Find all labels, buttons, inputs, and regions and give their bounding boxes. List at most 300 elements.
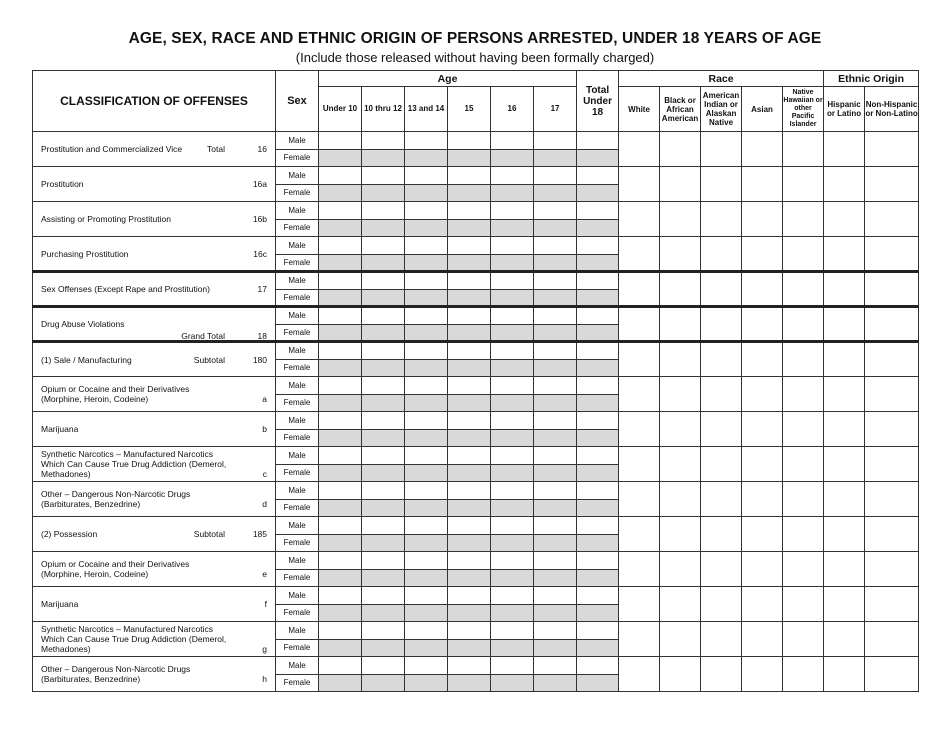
offense-code: 180 <box>252 354 267 365</box>
race-ethnic-cell[interactable] <box>824 412 865 447</box>
race-ethnic-cell[interactable] <box>865 447 919 482</box>
count-cell[interactable] <box>405 377 448 395</box>
shaded-cell <box>362 359 405 377</box>
race-ethnic-cell[interactable] <box>619 517 660 552</box>
race-ethnic-cell[interactable] <box>619 307 660 342</box>
count-cell[interactable] <box>319 307 362 325</box>
race-ethnic-cell[interactable] <box>660 517 701 552</box>
age-16-header: 16 <box>491 87 534 132</box>
count-cell[interactable] <box>362 447 405 465</box>
offense-name: Marijuana <box>41 599 79 609</box>
count-cell[interactable] <box>534 412 577 430</box>
count-cell[interactable] <box>319 202 362 220</box>
race-ethnic-cell[interactable] <box>660 447 701 482</box>
count-cell[interactable] <box>362 622 405 640</box>
count-cell[interactable] <box>448 272 491 290</box>
offense-label <box>33 237 276 272</box>
race-ethnic-cell[interactable] <box>619 622 660 657</box>
female-label: Female <box>276 254 319 272</box>
female-label: Female <box>276 289 319 307</box>
race-ethnic-cell[interactable] <box>701 447 742 482</box>
count-cell[interactable] <box>534 307 577 325</box>
count-cell[interactable] <box>534 482 577 500</box>
race-ethnic-cell[interactable] <box>742 342 783 377</box>
race-ethnic-cell[interactable] <box>742 447 783 482</box>
count-cell[interactable] <box>534 132 577 150</box>
shaded-cell <box>405 464 448 482</box>
count-cell[interactable] <box>491 517 534 535</box>
count-cell[interactable] <box>534 202 577 220</box>
shaded-cell <box>491 569 534 587</box>
race-ethnic-cell[interactable] <box>619 342 660 377</box>
male-label: Male <box>276 272 319 290</box>
race-ethnic-cell[interactable] <box>783 412 824 447</box>
count-cell[interactable] <box>534 377 577 395</box>
race-ethnic-cell[interactable] <box>619 202 660 237</box>
offense-code: 16a <box>252 179 267 189</box>
count-cell[interactable] <box>362 237 405 255</box>
race-ethnic-cell[interactable] <box>865 132 919 167</box>
offense-label <box>33 272 276 307</box>
offense-code: b <box>262 424 267 434</box>
race-ethnic-cell[interactable] <box>701 587 742 622</box>
count-cell[interactable] <box>534 552 577 570</box>
offense-code: 16b <box>252 214 267 224</box>
race-ethnic-cell[interactable] <box>742 377 783 412</box>
race-ethnic-cell[interactable] <box>701 202 742 237</box>
race-ethnic-cell[interactable] <box>783 272 824 307</box>
race-ethnic-cell[interactable] <box>619 237 660 272</box>
count-cell[interactable] <box>405 587 448 605</box>
table-row <box>33 237 919 255</box>
shaded-cell <box>491 359 534 377</box>
race-ethnic-cell[interactable] <box>783 517 824 552</box>
count-cell[interactable] <box>405 552 448 570</box>
count-cell[interactable] <box>577 202 619 220</box>
count-cell[interactable] <box>319 657 362 675</box>
shaded-cell <box>319 569 362 587</box>
count-cell[interactable] <box>448 587 491 605</box>
count-cell[interactable] <box>319 377 362 395</box>
race-ethnic-cell[interactable] <box>865 377 919 412</box>
race-ethnic-cell[interactable] <box>742 272 783 307</box>
race-ethnic-cell[interactable] <box>701 482 742 517</box>
count-cell[interactable] <box>491 587 534 605</box>
shaded-cell <box>319 604 362 622</box>
count-cell[interactable] <box>405 517 448 535</box>
offense-name: Opium or Cocaine and their Derivatives (Morphine, Heroin, Codeine) <box>41 384 190 404</box>
count-cell[interactable] <box>577 517 619 535</box>
count-cell[interactable] <box>534 342 577 360</box>
race-ethnic-cell[interactable] <box>619 587 660 622</box>
race-ethnic-cell[interactable] <box>865 587 919 622</box>
race-ethnic-cell[interactable] <box>619 132 660 167</box>
count-cell[interactable] <box>534 167 577 185</box>
race-ethnic-cell[interactable] <box>824 132 865 167</box>
shaded-cell <box>577 639 619 657</box>
race-ethnic-cell[interactable] <box>660 202 701 237</box>
race-ethnic-cell[interactable] <box>619 377 660 412</box>
race-ethnic-cell[interactable] <box>742 307 783 342</box>
count-cell[interactable] <box>448 377 491 395</box>
race-ethnic-cell[interactable] <box>783 622 824 657</box>
count-cell[interactable] <box>362 552 405 570</box>
race-ethnic-cell[interactable] <box>619 447 660 482</box>
count-cell[interactable] <box>405 202 448 220</box>
race-ethnic-cell[interactable] <box>742 202 783 237</box>
count-cell[interactable] <box>362 657 405 675</box>
offense-code: 18 <box>257 331 267 341</box>
count-cell[interactable] <box>491 447 534 465</box>
count-cell[interactable] <box>577 447 619 465</box>
race-ethnic-cell[interactable] <box>742 657 783 692</box>
count-cell[interactable] <box>405 132 448 150</box>
race-ethnic-cell[interactable] <box>824 237 865 272</box>
count-cell[interactable] <box>319 167 362 185</box>
race-ethnic-cell[interactable] <box>619 272 660 307</box>
race-ethnic-cell[interactable] <box>701 412 742 447</box>
count-cell[interactable] <box>577 657 619 675</box>
count-cell[interactable] <box>448 412 491 430</box>
count-cell[interactable] <box>491 202 534 220</box>
sex-header: Sex <box>276 71 319 132</box>
race-ethnic-cell[interactable] <box>660 342 701 377</box>
race-ethnic-cell[interactable] <box>865 237 919 272</box>
race-ethnic-cell[interactable] <box>701 167 742 202</box>
race-ethnic-cell[interactable] <box>783 237 824 272</box>
count-cell[interactable] <box>448 657 491 675</box>
race-ethnic-cell[interactable] <box>701 622 742 657</box>
offense-label <box>33 132 276 167</box>
race-ethnic-cell[interactable] <box>865 517 919 552</box>
shaded-cell <box>362 184 405 202</box>
race-ethnic-cell[interactable] <box>742 482 783 517</box>
shaded-cell <box>319 149 362 167</box>
count-cell[interactable] <box>319 237 362 255</box>
race-ethnic-cell[interactable] <box>701 342 742 377</box>
race-ethnic-cell[interactable] <box>742 622 783 657</box>
race-ethnic-cell[interactable] <box>660 307 701 342</box>
ethnic-non-hispanic-header: Non-Hispanic or Non-Latino <box>865 87 919 132</box>
table-row <box>33 482 919 500</box>
race-ethnic-cell[interactable] <box>865 552 919 587</box>
race-ethnic-cell[interactable] <box>742 132 783 167</box>
shaded-cell <box>362 464 405 482</box>
race-ethnic-cell[interactable] <box>701 517 742 552</box>
count-cell[interactable] <box>448 517 491 535</box>
shaded-cell <box>405 324 448 342</box>
race-ethnic-cell[interactable] <box>865 167 919 202</box>
shaded-cell <box>534 569 577 587</box>
race-ethnic-cell[interactable] <box>701 657 742 692</box>
table-row <box>33 622 919 640</box>
count-cell[interactable] <box>362 132 405 150</box>
race-ethnic-cell[interactable] <box>619 412 660 447</box>
race-ethnic-cell[interactable] <box>824 657 865 692</box>
race-ethnic-cell[interactable] <box>824 622 865 657</box>
race-ethnic-cell[interactable] <box>865 412 919 447</box>
count-cell[interactable] <box>362 167 405 185</box>
race-ethnic-cell[interactable] <box>701 552 742 587</box>
shaded-cell <box>319 674 362 692</box>
race-ethnic-cell[interactable] <box>660 272 701 307</box>
race-ethnic-cell[interactable] <box>824 552 865 587</box>
count-cell[interactable] <box>534 517 577 535</box>
count-cell[interactable] <box>534 272 577 290</box>
female-label: Female <box>276 149 319 167</box>
count-cell[interactable] <box>577 622 619 640</box>
male-label: Male <box>276 307 319 325</box>
count-cell[interactable] <box>448 622 491 640</box>
count-cell[interactable] <box>491 482 534 500</box>
count-cell[interactable] <box>405 272 448 290</box>
count-cell[interactable] <box>448 342 491 360</box>
offense-name: (1) Sale / Manufacturing <box>41 354 132 365</box>
female-label: Female <box>276 359 319 377</box>
race-ethnic-cell[interactable] <box>660 587 701 622</box>
race-ethnic-cell[interactable] <box>660 412 701 447</box>
offense-name: Synthetic Narcotics – Manufactured Narcotics Which Can Cause True Drug Addiction (Demerol, Methadones) <box>41 624 227 654</box>
shaded-cell <box>448 149 491 167</box>
race-ethnic-cell[interactable] <box>742 552 783 587</box>
count-cell[interactable] <box>491 237 534 255</box>
race-ethnic-cell[interactable] <box>660 132 701 167</box>
offense-code: g <box>262 644 267 654</box>
count-cell[interactable] <box>319 552 362 570</box>
count-cell[interactable] <box>577 587 619 605</box>
offense-name: Marijuana <box>41 424 79 434</box>
count-cell[interactable] <box>448 307 491 325</box>
count-cell[interactable] <box>405 482 448 500</box>
race-ethnic-cell[interactable] <box>619 482 660 517</box>
count-cell[interactable] <box>491 377 534 395</box>
race-ethnic-cell[interactable] <box>783 552 824 587</box>
count-cell[interactable] <box>405 412 448 430</box>
count-cell[interactable] <box>448 552 491 570</box>
count-cell[interactable] <box>405 342 448 360</box>
count-cell[interactable] <box>577 167 619 185</box>
race-ethnic-cell[interactable] <box>742 517 783 552</box>
shaded-cell <box>362 149 405 167</box>
race-ethnic-cell[interactable] <box>824 517 865 552</box>
race-ethnic-cell[interactable] <box>783 447 824 482</box>
count-cell[interactable] <box>319 517 362 535</box>
race-ethnic-cell[interactable] <box>865 657 919 692</box>
shaded-cell <box>319 429 362 447</box>
race-ethnic-cell[interactable] <box>701 132 742 167</box>
race-ethnic-cell[interactable] <box>701 272 742 307</box>
count-cell[interactable] <box>491 342 534 360</box>
race-ethnic-cell[interactable] <box>865 482 919 517</box>
count-cell[interactable] <box>362 342 405 360</box>
count-cell[interactable] <box>491 657 534 675</box>
count-cell[interactable] <box>534 447 577 465</box>
race-ethnic-cell[interactable] <box>783 307 824 342</box>
shaded-cell <box>448 359 491 377</box>
count-cell[interactable] <box>362 587 405 605</box>
race-asian-header: Asian <box>742 87 783 132</box>
ethnic-group-header: Ethnic Origin <box>824 71 919 87</box>
count-cell[interactable] <box>534 622 577 640</box>
age-13-14-header: 13 and 14 <box>405 87 448 132</box>
count-cell[interactable] <box>577 552 619 570</box>
count-cell[interactable] <box>577 412 619 430</box>
count-cell[interactable] <box>405 657 448 675</box>
race-group-header: Race <box>619 71 824 87</box>
count-cell[interactable] <box>491 552 534 570</box>
male-label: Male <box>276 167 319 185</box>
race-ethnic-cell[interactable] <box>660 237 701 272</box>
count-cell[interactable] <box>577 342 619 360</box>
race-ethnic-cell[interactable] <box>660 377 701 412</box>
shaded-cell <box>448 254 491 272</box>
race-ethnic-cell[interactable] <box>783 482 824 517</box>
count-cell[interactable] <box>319 272 362 290</box>
count-cell[interactable] <box>577 482 619 500</box>
race-ethnic-cell[interactable] <box>865 272 919 307</box>
count-cell[interactable] <box>491 412 534 430</box>
shaded-cell <box>577 324 619 342</box>
shaded-cell <box>362 324 405 342</box>
offense-code: c <box>262 469 267 479</box>
male-label: Male <box>276 657 319 675</box>
shaded-cell <box>491 604 534 622</box>
count-cell[interactable] <box>448 202 491 220</box>
race-black-header: Black or African American <box>660 87 701 132</box>
shaded-cell <box>577 604 619 622</box>
count-cell[interactable] <box>362 307 405 325</box>
form-title: AGE, SEX, RACE AND ETHNIC ORIGIN OF PERSONS ARRESTED, UNDER 18 YEARS OF AGE <box>128 30 822 47</box>
count-cell[interactable] <box>319 412 362 430</box>
race-ethnic-cell[interactable] <box>742 587 783 622</box>
race-ethnic-cell[interactable] <box>783 587 824 622</box>
count-cell[interactable] <box>362 272 405 290</box>
race-ethnic-cell[interactable] <box>824 202 865 237</box>
count-cell[interactable] <box>534 237 577 255</box>
shaded-cell <box>448 289 491 307</box>
count-cell[interactable] <box>362 202 405 220</box>
race-ethnic-cell[interactable] <box>660 622 701 657</box>
race-ethnic-cell[interactable] <box>824 272 865 307</box>
count-cell[interactable] <box>362 517 405 535</box>
table-row <box>33 167 919 185</box>
race-ethnic-cell[interactable] <box>824 342 865 377</box>
count-cell[interactable] <box>319 447 362 465</box>
shaded-cell <box>577 394 619 412</box>
offense-label <box>33 167 276 202</box>
count-cell[interactable] <box>319 342 362 360</box>
count-cell[interactable] <box>448 237 491 255</box>
offense-code: f <box>264 599 267 609</box>
count-cell[interactable] <box>319 482 362 500</box>
shaded-cell <box>534 359 577 377</box>
race-ethnic-cell[interactable] <box>701 377 742 412</box>
race-ethnic-cell[interactable] <box>742 167 783 202</box>
race-ethnic-cell[interactable] <box>619 552 660 587</box>
race-ethnic-cell[interactable] <box>865 342 919 377</box>
race-ethnic-cell[interactable] <box>865 202 919 237</box>
race-ethnic-cell[interactable] <box>660 482 701 517</box>
shaded-cell <box>448 464 491 482</box>
shaded-cell <box>448 604 491 622</box>
race-ethnic-cell[interactable] <box>824 377 865 412</box>
count-cell[interactable] <box>448 447 491 465</box>
count-cell[interactable] <box>448 167 491 185</box>
count-cell[interactable] <box>491 622 534 640</box>
count-cell[interactable] <box>577 307 619 325</box>
race-ethnic-cell[interactable] <box>824 167 865 202</box>
count-cell[interactable] <box>362 377 405 395</box>
shaded-cell <box>577 569 619 587</box>
count-cell[interactable] <box>405 237 448 255</box>
count-cell[interactable] <box>362 412 405 430</box>
race-ethnic-cell[interactable] <box>783 377 824 412</box>
race-ethnic-cell[interactable] <box>824 482 865 517</box>
race-ethnic-cell[interactable] <box>824 307 865 342</box>
race-ethnic-cell[interactable] <box>742 237 783 272</box>
race-ethnic-cell[interactable] <box>824 447 865 482</box>
race-ethnic-cell[interactable] <box>701 237 742 272</box>
race-ethnic-cell[interactable] <box>865 307 919 342</box>
count-cell[interactable] <box>577 272 619 290</box>
shaded-cell <box>448 639 491 657</box>
shaded-cell <box>319 499 362 517</box>
count-cell[interactable] <box>577 132 619 150</box>
race-ethnic-cell[interactable] <box>619 167 660 202</box>
race-ethnic-cell[interactable] <box>660 167 701 202</box>
race-ethnic-cell[interactable] <box>783 167 824 202</box>
count-cell[interactable] <box>319 132 362 150</box>
count-cell[interactable] <box>491 272 534 290</box>
race-ethnic-cell[interactable] <box>660 657 701 692</box>
shaded-cell <box>448 184 491 202</box>
offense-subtotal-label: Subtotal <box>193 529 225 539</box>
count-cell[interactable] <box>319 587 362 605</box>
count-cell[interactable] <box>405 167 448 185</box>
race-ethnic-cell[interactable] <box>701 307 742 342</box>
race-ethnic-cell[interactable] <box>783 657 824 692</box>
count-cell[interactable] <box>491 167 534 185</box>
count-cell[interactable] <box>534 657 577 675</box>
count-cell[interactable] <box>448 482 491 500</box>
count-cell[interactable] <box>448 132 491 150</box>
race-ethnic-cell[interactable] <box>660 552 701 587</box>
count-cell[interactable] <box>319 622 362 640</box>
count-cell[interactable] <box>577 377 619 395</box>
race-ethnic-cell[interactable] <box>783 132 824 167</box>
race-ethnic-cell[interactable] <box>619 657 660 692</box>
shaded-cell <box>577 184 619 202</box>
race-ethnic-cell[interactable] <box>865 622 919 657</box>
count-cell[interactable] <box>577 237 619 255</box>
shaded-cell <box>362 674 405 692</box>
race-ethnic-cell[interactable] <box>783 342 824 377</box>
count-cell[interactable] <box>491 307 534 325</box>
count-cell[interactable] <box>362 482 405 500</box>
form-subtitle: (Include those released without having been formally charged) <box>295 50 655 65</box>
count-cell[interactable] <box>405 622 448 640</box>
count-cell[interactable] <box>405 307 448 325</box>
race-ethnic-cell[interactable] <box>783 202 824 237</box>
count-cell[interactable] <box>534 587 577 605</box>
male-label: Male <box>276 517 319 535</box>
male-label: Male <box>276 447 319 465</box>
shaded-cell <box>319 219 362 237</box>
race-ethnic-cell[interactable] <box>824 587 865 622</box>
count-cell[interactable] <box>491 132 534 150</box>
count-cell[interactable] <box>405 447 448 465</box>
race-ethnic-cell[interactable] <box>742 412 783 447</box>
